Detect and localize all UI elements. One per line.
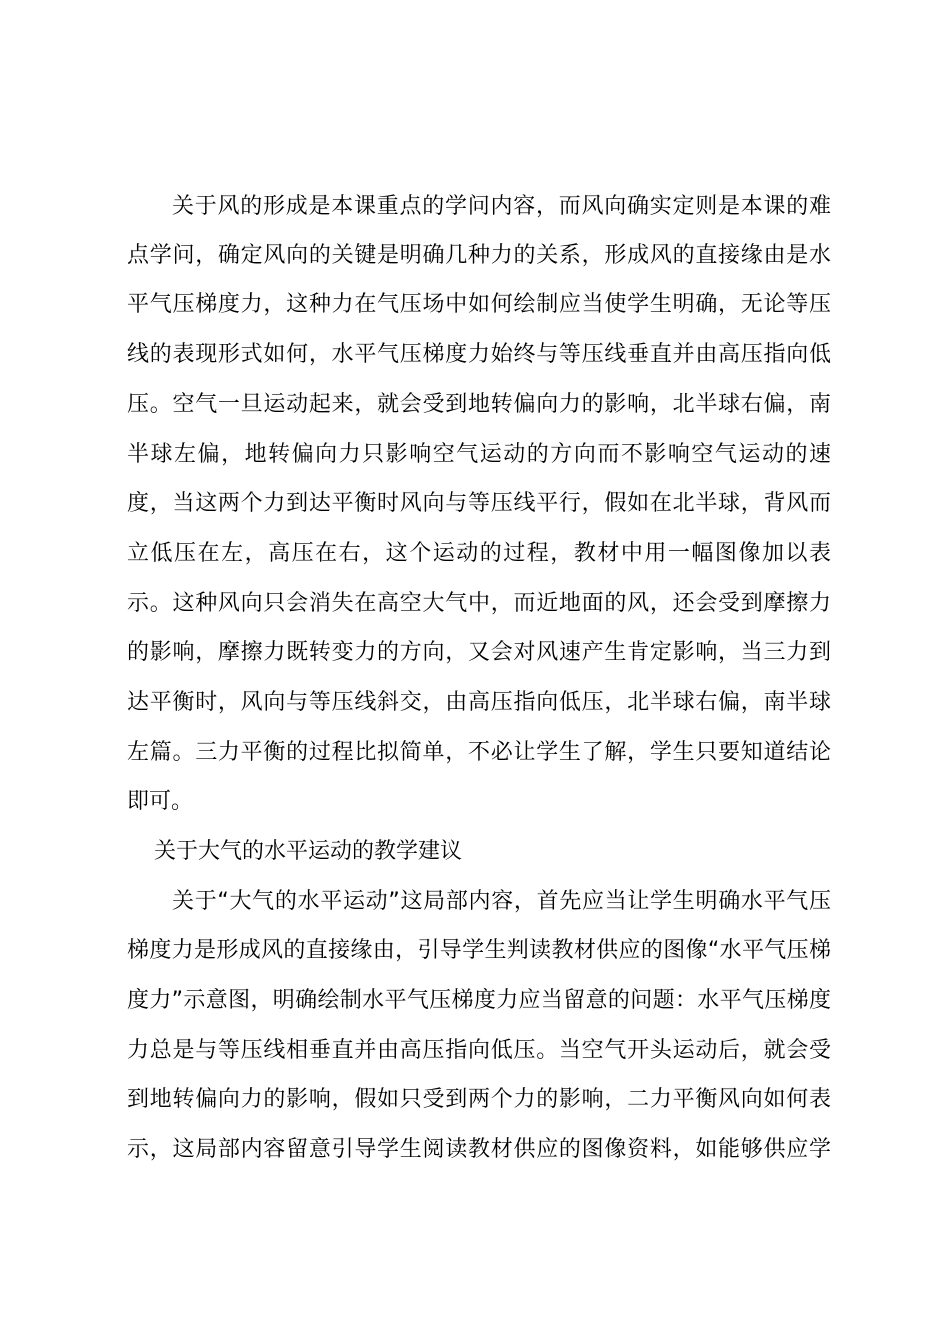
paragraph-1-line: 平气压梯度力，这种力在气压场中如何绘制应当使学生明确，无论等压	[127, 292, 831, 317]
paragraph-2-line: 度力”示意图，明确绘制水平气压梯度力应当留意的问题：水平气压梯度	[127, 988, 831, 1013]
paragraph-1-line: 立低压在左，高压在右，这个运动的过程，教材中用一幅图像加以表	[127, 541, 831, 566]
paragraph-1-line: 压。空气一旦运动起来，就会受到地转偏向力的影响，北半球右偏，南	[127, 392, 831, 417]
paragraph-1-line: 达平衡时，风向与等压线斜交，由高压指向低压，北半球右偏，南半球	[127, 690, 831, 715]
paragraph-1-line: 线的表现形式如何，水平气压梯度力始终与等压线垂直并由高压指向低	[127, 342, 831, 367]
paragraph-2-line: 到地转偏向力的影响，假如只受到两个力的影响，二力平衡风向如何表	[127, 1087, 831, 1112]
paragraph-1-line: 左篇。三力平衡的过程比拟简单，不必让学生了解，学生只要知道结论	[127, 740, 831, 765]
paragraph-1-line: 度，当这两个力到达平衡时风向与等压线平行，假如在北半球，背风而	[127, 491, 831, 516]
paragraph-2-line: 力总是与等压线相垂直并由高压指向低压。当空气开头运动后，就会受	[127, 1038, 831, 1063]
paragraph-1-line: 的影响，摩擦力既转变力的方向，又会对风速产生肯定影响，当三力到	[127, 640, 831, 665]
paragraph-2-line: 示，这局部内容留意引导学生阅读教材供应的图像资料，如能够供应学	[127, 1137, 831, 1162]
paragraph-1-line: 示。这种风向只会消失在高空大气中，而近地面的风，还会受到摩擦力	[127, 591, 831, 616]
paragraph-1-line: 即可。	[127, 789, 194, 814]
paragraph-1-line: 半球左偏，地转偏向力只影响空气运动的方向而不影响空气运动的速	[127, 442, 831, 467]
paragraph-1-line: 关于风的形成是本课重点的学问内容，而风向确实定则是本课的难	[172, 194, 831, 219]
paragraph-2-line: 梯度力是形成风的直接缘由，引导学生判读教材供应的图像“水平气压梯	[127, 938, 831, 963]
section-heading: 关于大气的水平运动的教学建议	[154, 839, 463, 864]
paragraph-2-line: 关于“大气的水平运动”这局部内容，首先应当让学生明确水平气压	[172, 889, 831, 914]
paragraph-1-line: 点学问，确定风向的关键是明确几种力的关系，形成风的直接缘由是水	[127, 243, 831, 268]
